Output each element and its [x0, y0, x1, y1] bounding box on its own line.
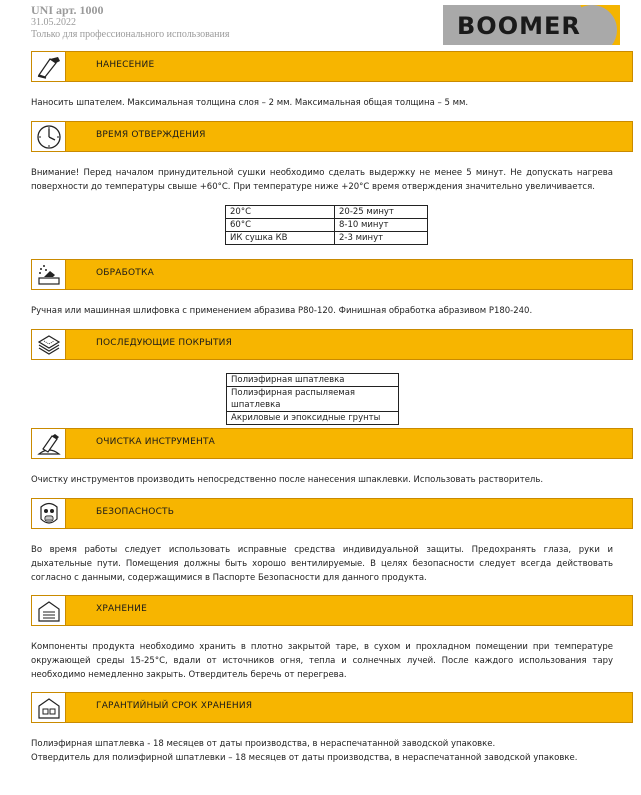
table-row — [227, 412, 399, 425]
section-cleaning-header — [31, 428, 633, 459]
curing-condition-cell: ИК сушка КВ — [226, 232, 335, 245]
curing-text: Внимание! Перед началом принудительной сушки необходимо сделать выдержку не менее 5 минут. Не допускать нагрева поверхности до температуры свыше +60°С. При температуре ниже +20°С время отверждения значительно увеличивается. — [31, 168, 613, 192]
sanding-icon — [32, 260, 66, 289]
tool-cleaning-icon — [32, 429, 66, 458]
table-row — [226, 232, 428, 245]
section-safety-title: БЕЗОПАСНОСТЬ — [96, 507, 175, 517]
logo-text: BOOMER — [457, 12, 581, 40]
section-curing-header — [31, 121, 633, 152]
table-row — [227, 387, 399, 412]
curing-time-cell: 20-25 минут — [335, 206, 428, 219]
section-curing-title: ВРЕМЯ ОТВЕРЖДЕНИЯ — [96, 130, 206, 140]
section-safety-header — [31, 498, 633, 529]
application-text: Наносить шпателем. Максимальная толщина слоя – 2 мм. Максимальная общая толщина – 5 мм. — [31, 98, 469, 108]
coatings-table — [226, 373, 399, 425]
warranty-house-icon — [32, 693, 66, 722]
table-row — [226, 206, 428, 219]
coating-cell: Полиэфирная распыляемая шпатлевка — [227, 387, 399, 412]
table-row — [227, 374, 399, 387]
layers-icon — [32, 330, 66, 359]
safety-text: Во время работы следует использовать исправные средства индивидуальной защиты. Предохранять глаза, руки и дыхательные пути. Помещения должны быть хорошо вентилируемые. В целях безопасности следует всегда действовать согласно с данными, содержащимися в Паспорте Безопасности для данного продукта. — [31, 545, 613, 583]
section-storage-title: ХРАНЕНИЕ — [96, 604, 147, 614]
curing-time-cell: 2-3 минут — [335, 232, 428, 245]
section-application-header — [31, 51, 633, 82]
processing-text: Ручная или машинная шлифовка с применением абразива Р80-120. Финишная обработка абразивом Р180-240. — [31, 306, 533, 316]
section-warranty-header — [31, 692, 633, 723]
product-title: UNI арт. 1000 — [31, 3, 104, 17]
warranty-line: Полиэфирная шпатлевка - 18 месяцев от даты производства, в нераспечатанной заводской упаковке. — [31, 739, 496, 749]
warranty-line: Отвердитель для полиэфирной шпатлевки – 18 месяцев от даты производства, в нераспечатанной заводской упаковке. — [31, 753, 578, 763]
coating-cell: Полиэфирная шпатлевка — [227, 374, 399, 387]
document-date: 31.05.2022 — [31, 17, 76, 28]
brand-logo — [443, 5, 620, 45]
section-warranty-title: ГАРАНТИЙНЫЙ СРОК ХРАНЕНИЯ — [96, 701, 253, 711]
curing-time-cell: 8-10 минут — [335, 219, 428, 232]
section-cleaning-title: ОЧИСТКА ИНСТРУМЕНТА — [96, 437, 216, 447]
section-storage-header — [31, 595, 633, 626]
coating-cell: Акриловые и эпоксидные грунты — [227, 412, 399, 425]
spatula-apply-icon — [32, 52, 66, 81]
section-processing-title: ОБРАБОТКА — [96, 268, 154, 278]
respirator-mask-icon — [32, 499, 66, 528]
professional-use-note: Только для профессионального использования — [31, 29, 230, 40]
curing-condition-cell: 20°С — [226, 206, 335, 219]
curing-time-table — [225, 205, 428, 245]
cleaning-text: Очистку инструментов производить непосредственно после нанесения шпаклевки. Использовать растворитель. — [31, 475, 544, 485]
section-processing-header — [31, 259, 633, 290]
section-coatings-title: ПОСЛЕДУЮЩИЕ ПОКРЫТИЯ — [96, 338, 233, 348]
storage-house-icon — [32, 596, 66, 625]
curing-condition-cell: 60°С — [226, 219, 335, 232]
section-application-title: НАНЕСЕНИЕ — [96, 60, 155, 70]
section-coatings-header — [31, 329, 633, 360]
storage-text: Компоненты продукта необходимо хранить в плотно закрытой таре, в сухом и прохладном помещении при температуре окружающей среды 15-25°С, вдали от источников огня, тепла и солнечных лучей. После каждого использования тару необходимо немедленно закрыть. Отвердитель беречь от перегрева. — [31, 642, 613, 680]
clock-icon — [32, 122, 66, 151]
table-row — [226, 219, 428, 232]
